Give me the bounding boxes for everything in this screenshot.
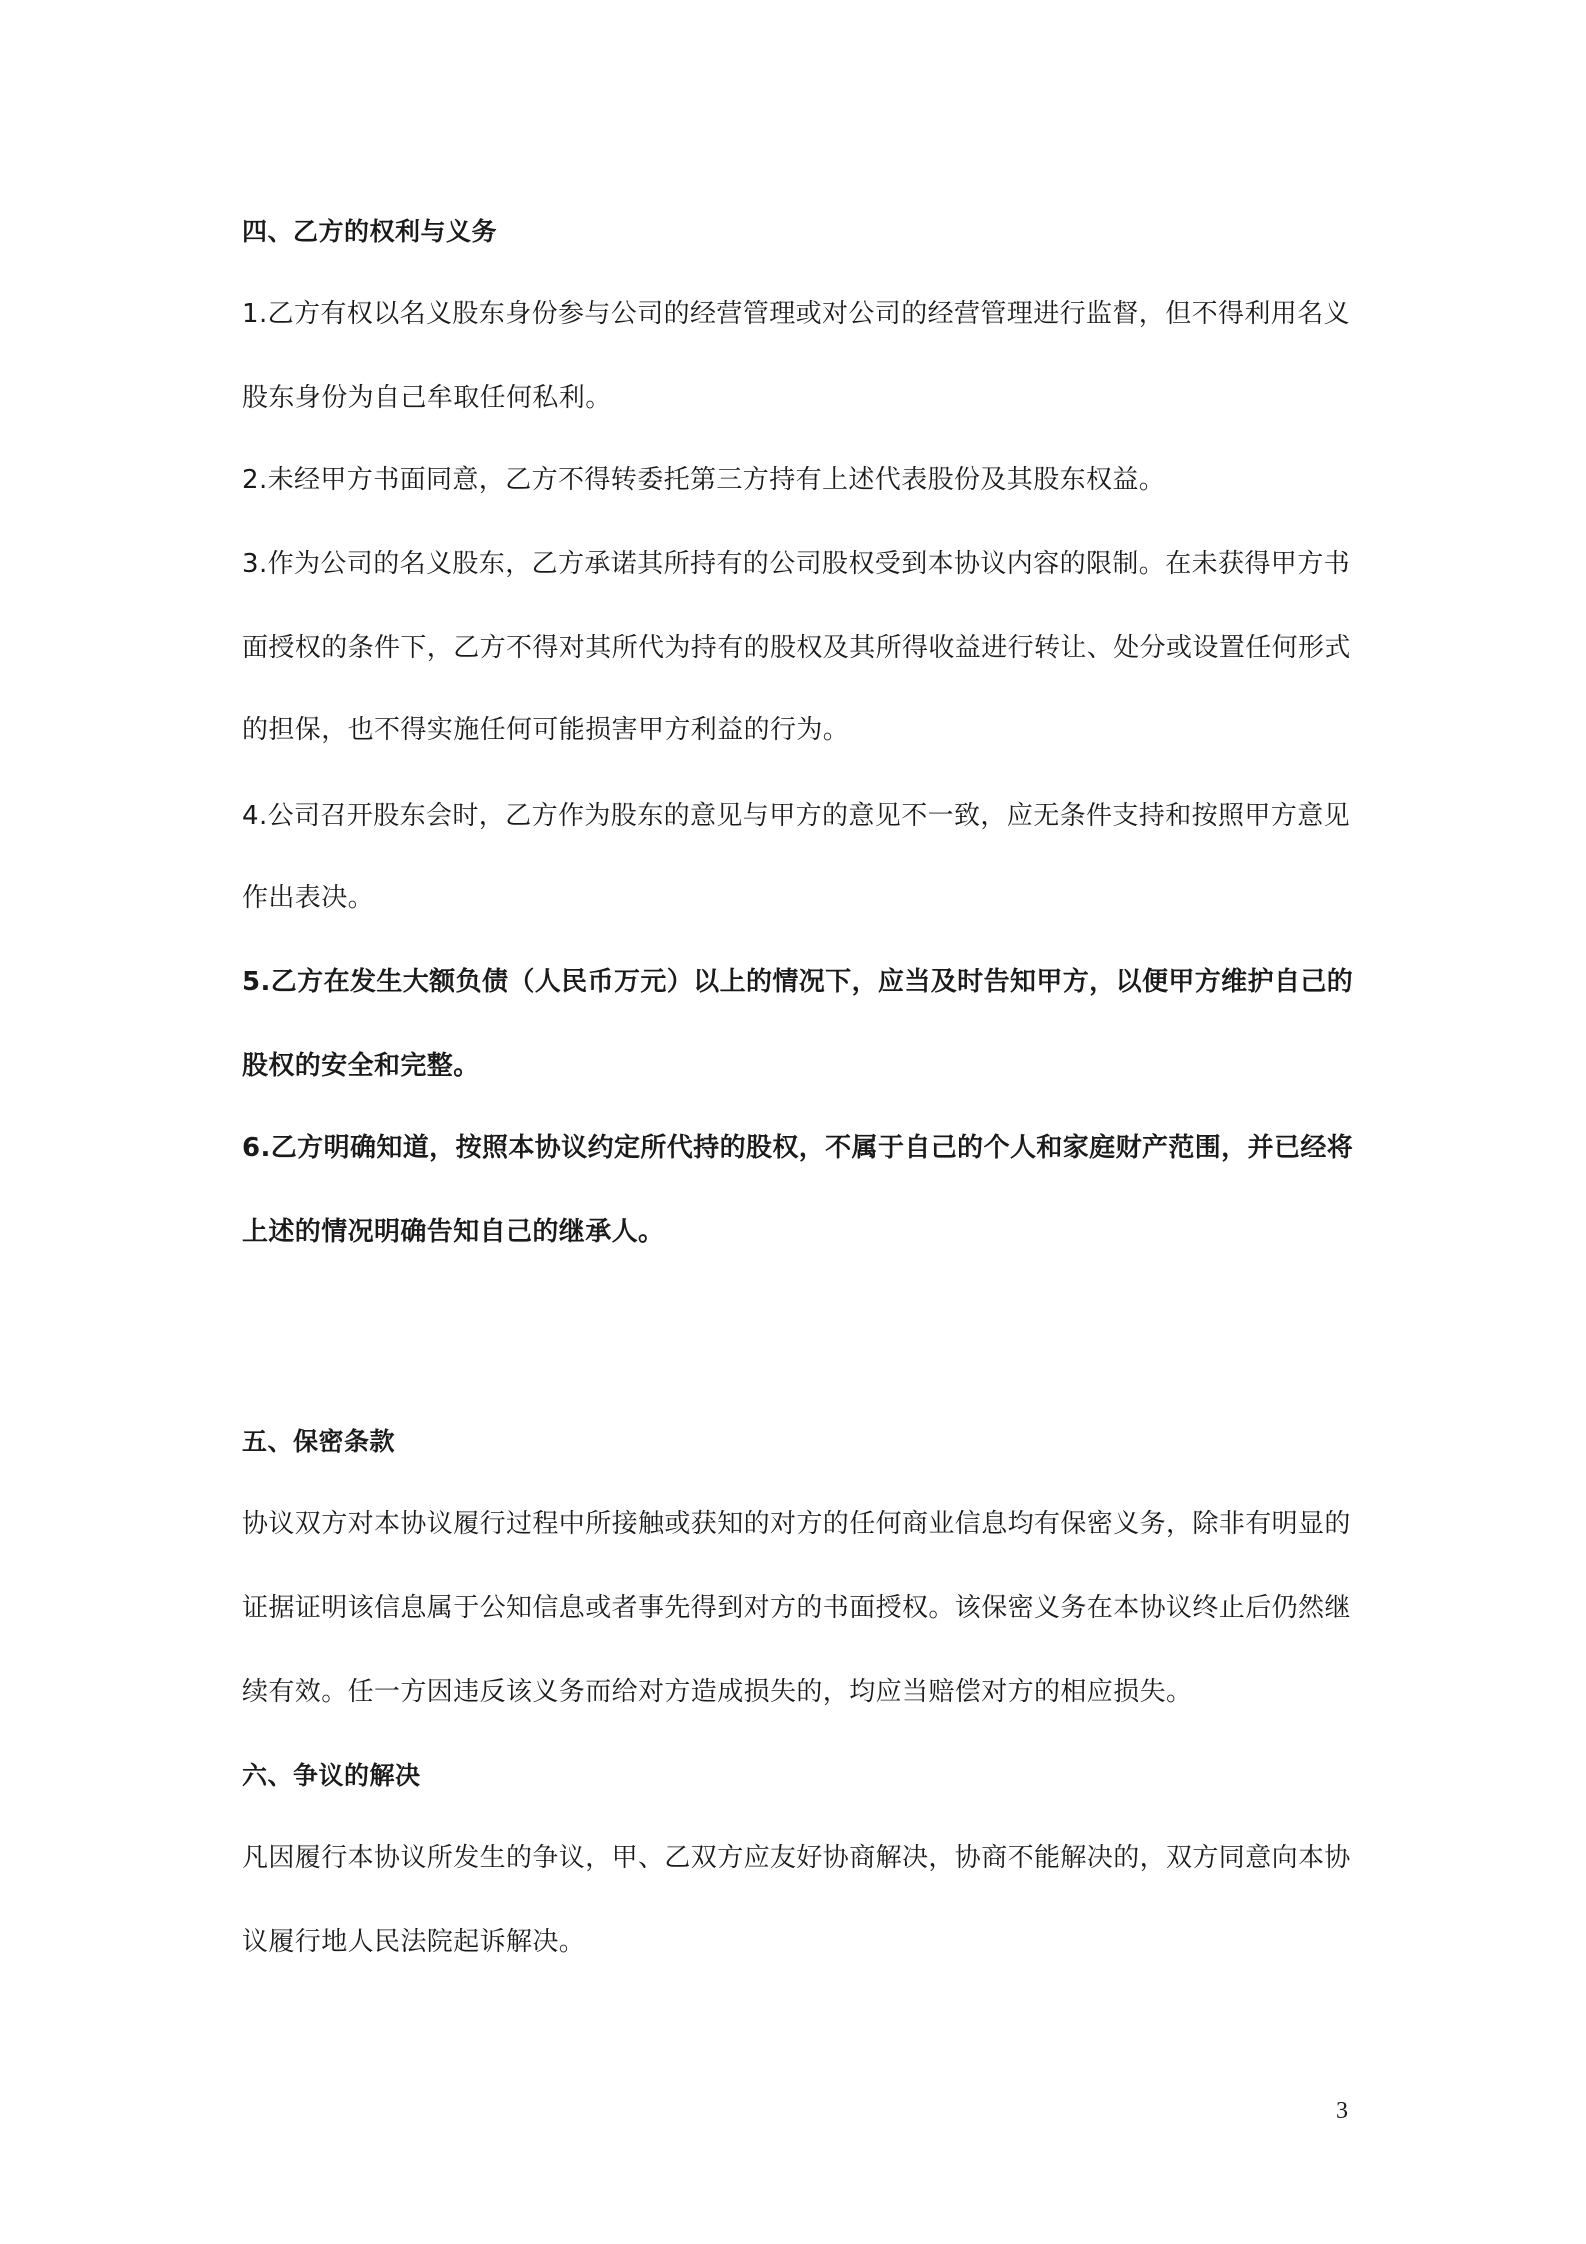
section5-line-3: 续有效。任一方因违反该义务而给对方造成损失的，均应当赔偿对方的相应损失。: [242, 1677, 1193, 1707]
section5-heading: 五、保密条款: [242, 1427, 396, 1456]
section4-line-3: 2.未经甲方书面同意，乙方不得转委托第三方持有上述代表股份及其股东权益。: [242, 465, 1166, 495]
section4-line-7: 4.公司召开股东会时，乙方作为股东的意见与甲方的意见不一致，应无条件支持和按照甲方意见: [242, 801, 1351, 831]
section4-line-1: 1.乙方有权以名义股东身份参与公司的经营管理或对公司的经营管理进行监督，但不得利用名义: [242, 299, 1351, 329]
page-number: 3: [1336, 2098, 1348, 2124]
section5-line-1: 协议双方对本协议履行过程中所接触或获知的对方的任何商业信息均有保密义务，除非有明显的: [242, 1509, 1351, 1539]
section4-heading: 四、乙方的权利与义务: [242, 217, 498, 246]
section4-line-2: 股东身份为自己牟取任何私利。: [242, 383, 612, 413]
section4-line-6: 的担保，也不得实施任何可能损害甲方利益的行为。: [242, 715, 850, 745]
section5-line-2: 证据证明该信息属于公知信息或者事先得到对方的书面授权。该保密义务在本协议终止后仍然继: [242, 1593, 1351, 1623]
section4-line-9: 5.乙方在发生大额负债（人民币万元）以上的情况下，应当及时告知甲方，以便甲方维护自己的: [242, 967, 1354, 997]
section6-line-2: 议履行地人民法院起诉解决。: [242, 1927, 586, 1957]
section6-heading: 六、争议的解决: [242, 1761, 421, 1790]
section4-line-12: 上述的情况明确告知自己的继承人。: [242, 1217, 665, 1247]
section4-line-5: 面授权的条件下，乙方不得对其所代为持有的股权及其所得收益进行转让、处分或设置任何形式: [242, 633, 1351, 663]
section6-line-1: 凡因履行本协议所发生的争议，甲、乙双方应友好协商解决，协商不能解决的，双方同意向本协: [242, 1843, 1351, 1873]
section4-line-8: 作出表决。: [242, 883, 375, 913]
section4-line-4: 3.作为公司的名义股东，乙方承诺其所持有的公司股权受到本协议内容的限制。在未获得甲方书: [242, 549, 1351, 579]
section4-line-10: 股权的安全和完整。: [242, 1051, 480, 1081]
section4-line-11: 6.乙方明确知道，按照本协议约定所代持的股权，不属于自己的个人和家庭财产范围，并已经将: [242, 1133, 1354, 1163]
